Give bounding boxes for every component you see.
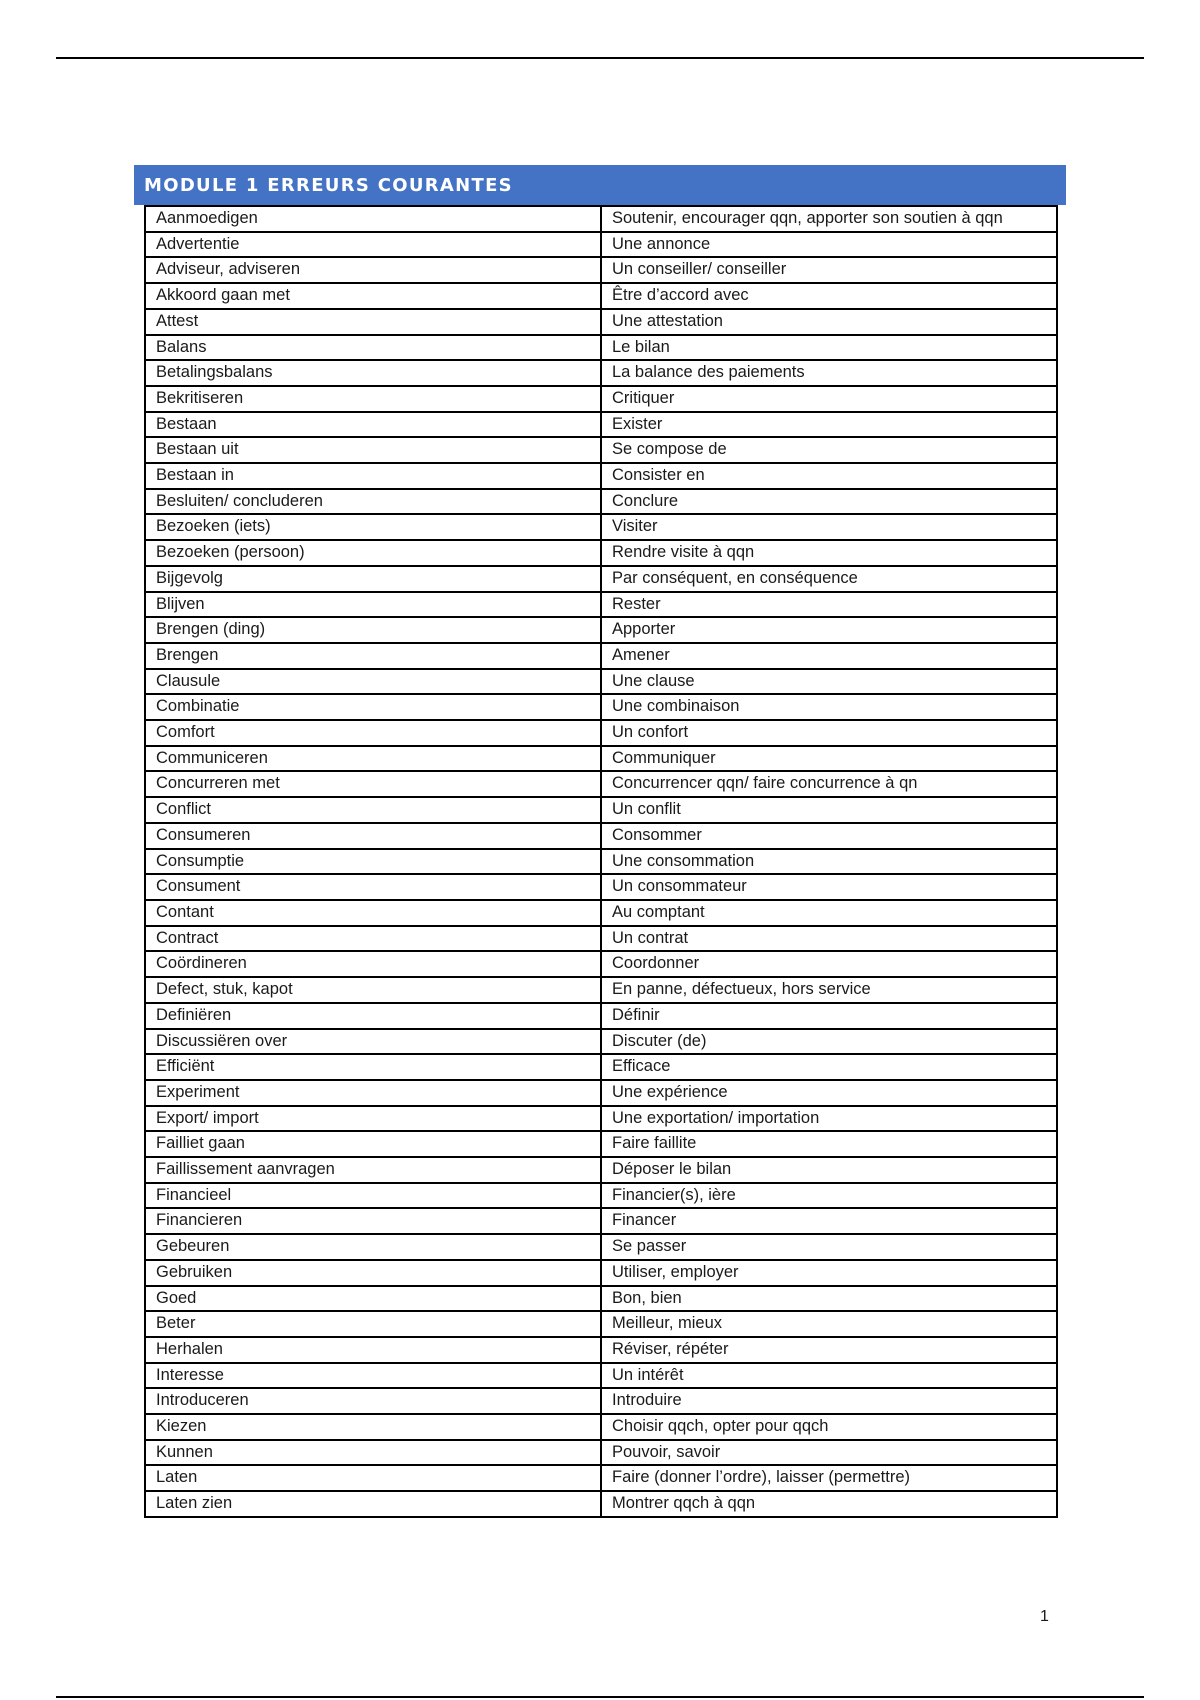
table-row xyxy=(145,926,1057,952)
table-row xyxy=(145,746,1057,772)
french-translation-cell: Une annonce xyxy=(601,232,1057,258)
dutch-term-cell: Bijgevolg xyxy=(145,566,601,592)
french-translation-cell: Financier(s), ière xyxy=(601,1183,1057,1209)
table-row xyxy=(145,1003,1057,1029)
french-translation-cell: Soutenir, encourager qqn, apporter son soutien à qqn xyxy=(601,206,1057,232)
table-row xyxy=(145,643,1057,669)
table-row xyxy=(145,1388,1057,1414)
dutch-term-cell: Financieel xyxy=(145,1183,601,1209)
table-row xyxy=(145,617,1057,643)
french-translation-cell: Financer xyxy=(601,1208,1057,1234)
french-translation-cell: Une clause xyxy=(601,669,1057,695)
french-translation-cell: Rendre visite à qqn xyxy=(601,540,1057,566)
table-row xyxy=(145,874,1057,900)
french-translation-cell: Faire faillite xyxy=(601,1131,1057,1157)
table-row xyxy=(145,1286,1057,1312)
french-translation-cell: Pouvoir, savoir xyxy=(601,1440,1057,1466)
dutch-term-cell: Efficiënt xyxy=(145,1054,601,1080)
dutch-term-cell: Consumeren xyxy=(145,823,601,849)
table-row xyxy=(145,977,1057,1003)
table-row xyxy=(145,335,1057,361)
table-row xyxy=(145,1183,1057,1209)
dutch-term-cell: Coördineren xyxy=(145,951,601,977)
french-translation-cell: Une exportation/ importation xyxy=(601,1106,1057,1132)
dutch-term-cell: Kiezen xyxy=(145,1414,601,1440)
french-translation-cell: Conclure xyxy=(601,489,1057,515)
dutch-term-cell: Bezoeken (iets) xyxy=(145,514,601,540)
french-translation-cell: Un consommateur xyxy=(601,874,1057,900)
vocabulary-table-body xyxy=(145,206,1057,1517)
french-translation-cell: Coordonner xyxy=(601,951,1057,977)
top-rule xyxy=(56,57,1144,59)
dutch-term-cell: Failliet gaan xyxy=(145,1131,601,1157)
french-translation-cell: Une expérience xyxy=(601,1080,1057,1106)
table-row xyxy=(145,1157,1057,1183)
dutch-term-cell: Bestaan xyxy=(145,412,601,438)
table-row xyxy=(145,1440,1057,1466)
dutch-term-cell: Discussiëren over xyxy=(145,1029,601,1055)
table-row xyxy=(145,412,1057,438)
dutch-term-cell: Beter xyxy=(145,1311,601,1337)
table-row xyxy=(145,386,1057,412)
table-row xyxy=(145,771,1057,797)
dutch-term-cell: Communiceren xyxy=(145,746,601,772)
french-translation-cell: Une consommation xyxy=(601,849,1057,875)
dutch-term-cell: Balans xyxy=(145,335,601,361)
dutch-term-cell: Akkoord gaan met xyxy=(145,283,601,309)
table-row xyxy=(145,257,1057,283)
french-translation-cell: Se passer xyxy=(601,1234,1057,1260)
dutch-term-cell: Besluiten/ concluderen xyxy=(145,489,601,515)
dutch-term-cell: Advertentie xyxy=(145,232,601,258)
dutch-term-cell: Contract xyxy=(145,926,601,952)
dutch-term-cell: Interesse xyxy=(145,1363,601,1389)
module-title: MODULE 1 ERREURS COURANTES xyxy=(144,174,513,196)
table-row xyxy=(145,1131,1057,1157)
table-row xyxy=(145,489,1057,515)
french-translation-cell: Apporter xyxy=(601,617,1057,643)
dutch-term-cell: Gebruiken xyxy=(145,1260,601,1286)
french-translation-cell: Le bilan xyxy=(601,335,1057,361)
dutch-term-cell: Attest xyxy=(145,309,601,335)
dutch-term-cell: Goed xyxy=(145,1286,601,1312)
table-row xyxy=(145,1491,1057,1517)
french-translation-cell: Exister xyxy=(601,412,1057,438)
table-row xyxy=(145,669,1057,695)
dutch-term-cell: Contant xyxy=(145,900,601,926)
table-row xyxy=(145,1363,1057,1389)
french-translation-cell: Discuter (de) xyxy=(601,1029,1057,1055)
french-translation-cell: Bon, bien xyxy=(601,1286,1057,1312)
french-translation-cell: Se compose de xyxy=(601,437,1057,463)
dutch-term-cell: Export/ import xyxy=(145,1106,601,1132)
french-translation-cell: Introduire xyxy=(601,1388,1057,1414)
dutch-term-cell: Laten xyxy=(145,1465,601,1491)
dutch-term-cell: Blijven xyxy=(145,592,601,618)
dutch-term-cell: Faillissement aanvragen xyxy=(145,1157,601,1183)
french-translation-cell: Définir xyxy=(601,1003,1057,1029)
french-translation-cell: Un contrat xyxy=(601,926,1057,952)
table-row xyxy=(145,1106,1057,1132)
french-translation-cell: Une attestation xyxy=(601,309,1057,335)
dutch-term-cell: Adviseur, adviseren xyxy=(145,257,601,283)
french-translation-cell: Une combinaison xyxy=(601,694,1057,720)
french-translation-cell: Critiquer xyxy=(601,386,1057,412)
table-row xyxy=(145,360,1057,386)
dutch-term-cell: Gebeuren xyxy=(145,1234,601,1260)
table-row xyxy=(145,720,1057,746)
dutch-term-cell: Bezoeken (persoon) xyxy=(145,540,601,566)
vocabulary-table xyxy=(144,205,1058,1518)
table-row xyxy=(145,1234,1057,1260)
table-row xyxy=(145,463,1057,489)
table-row xyxy=(145,1260,1057,1286)
dutch-term-cell: Laten zien xyxy=(145,1491,601,1517)
french-translation-cell: Efficace xyxy=(601,1054,1057,1080)
french-translation-cell: Montrer qqch à qqn xyxy=(601,1491,1057,1517)
table-row xyxy=(145,206,1057,232)
table-row xyxy=(145,1311,1057,1337)
french-translation-cell: La balance des paiements xyxy=(601,360,1057,386)
french-translation-cell: Un conflit xyxy=(601,797,1057,823)
table-row xyxy=(145,823,1057,849)
french-translation-cell: Au comptant xyxy=(601,900,1057,926)
table-row xyxy=(145,694,1057,720)
dutch-term-cell: Consument xyxy=(145,874,601,900)
table-row xyxy=(145,1080,1057,1106)
table-row xyxy=(145,1208,1057,1234)
french-translation-cell: Choisir qqch, opter pour qqch xyxy=(601,1414,1057,1440)
module-title-bar xyxy=(134,165,1066,205)
french-translation-cell: Consister en xyxy=(601,463,1057,489)
table-row xyxy=(145,566,1057,592)
french-translation-cell: Réviser, répéter xyxy=(601,1337,1057,1363)
dutch-term-cell: Introduceren xyxy=(145,1388,601,1414)
table-row xyxy=(145,232,1057,258)
french-translation-cell: Déposer le bilan xyxy=(601,1157,1057,1183)
page-number: 1 xyxy=(1040,1608,1049,1625)
dutch-term-cell: Brengen xyxy=(145,643,601,669)
table-row xyxy=(145,540,1057,566)
french-translation-cell: Utiliser, employer xyxy=(601,1260,1057,1286)
french-translation-cell: Meilleur, mieux xyxy=(601,1311,1057,1337)
french-translation-cell: Par conséquent, en conséquence xyxy=(601,566,1057,592)
french-translation-cell: En panne, défectueux, hors service xyxy=(601,977,1057,1003)
dutch-term-cell: Kunnen xyxy=(145,1440,601,1466)
table-row xyxy=(145,1465,1057,1491)
french-translation-cell: Amener xyxy=(601,643,1057,669)
dutch-term-cell: Consumptie xyxy=(145,849,601,875)
table-row xyxy=(145,849,1057,875)
french-translation-cell: Un confort xyxy=(601,720,1057,746)
table-row xyxy=(145,797,1057,823)
dutch-term-cell: Herhalen xyxy=(145,1337,601,1363)
dutch-term-cell: Bekritiseren xyxy=(145,386,601,412)
table-row xyxy=(145,592,1057,618)
table-row xyxy=(145,1029,1057,1055)
french-translation-cell: Faire (donner l’ordre), laisser (permettre) xyxy=(601,1465,1057,1491)
dutch-term-cell: Brengen (ding) xyxy=(145,617,601,643)
dutch-term-cell: Definiëren xyxy=(145,1003,601,1029)
french-translation-cell: Consommer xyxy=(601,823,1057,849)
table-row xyxy=(145,1337,1057,1363)
dutch-term-cell: Bestaan in xyxy=(145,463,601,489)
table-row xyxy=(145,900,1057,926)
french-translation-cell: Visiter xyxy=(601,514,1057,540)
table-row xyxy=(145,1054,1057,1080)
french-translation-cell: Être d’accord avec xyxy=(601,283,1057,309)
table-row xyxy=(145,1414,1057,1440)
dutch-term-cell: Experiment xyxy=(145,1080,601,1106)
dutch-term-cell: Concurreren met xyxy=(145,771,601,797)
french-translation-cell: Un conseiller/ conseiller xyxy=(601,257,1057,283)
table-row xyxy=(145,951,1057,977)
dutch-term-cell: Combinatie xyxy=(145,694,601,720)
dutch-term-cell: Aanmoedigen xyxy=(145,206,601,232)
dutch-term-cell: Comfort xyxy=(145,720,601,746)
dutch-term-cell: Clausule xyxy=(145,669,601,695)
french-translation-cell: Rester xyxy=(601,592,1057,618)
dutch-term-cell: Betalingsbalans xyxy=(145,360,601,386)
dutch-term-cell: Conflict xyxy=(145,797,601,823)
french-translation-cell: Concurrencer qqn/ faire concurrence à qn xyxy=(601,771,1057,797)
dutch-term-cell: Defect, stuk, kapot xyxy=(145,977,601,1003)
bottom-rule xyxy=(56,1696,1144,1698)
dutch-term-cell: Financieren xyxy=(145,1208,601,1234)
table-row xyxy=(145,283,1057,309)
french-translation-cell: Un intérêt xyxy=(601,1363,1057,1389)
table-row xyxy=(145,514,1057,540)
table-row xyxy=(145,309,1057,335)
table-row xyxy=(145,437,1057,463)
french-translation-cell: Communiquer xyxy=(601,746,1057,772)
dutch-term-cell: Bestaan uit xyxy=(145,437,601,463)
